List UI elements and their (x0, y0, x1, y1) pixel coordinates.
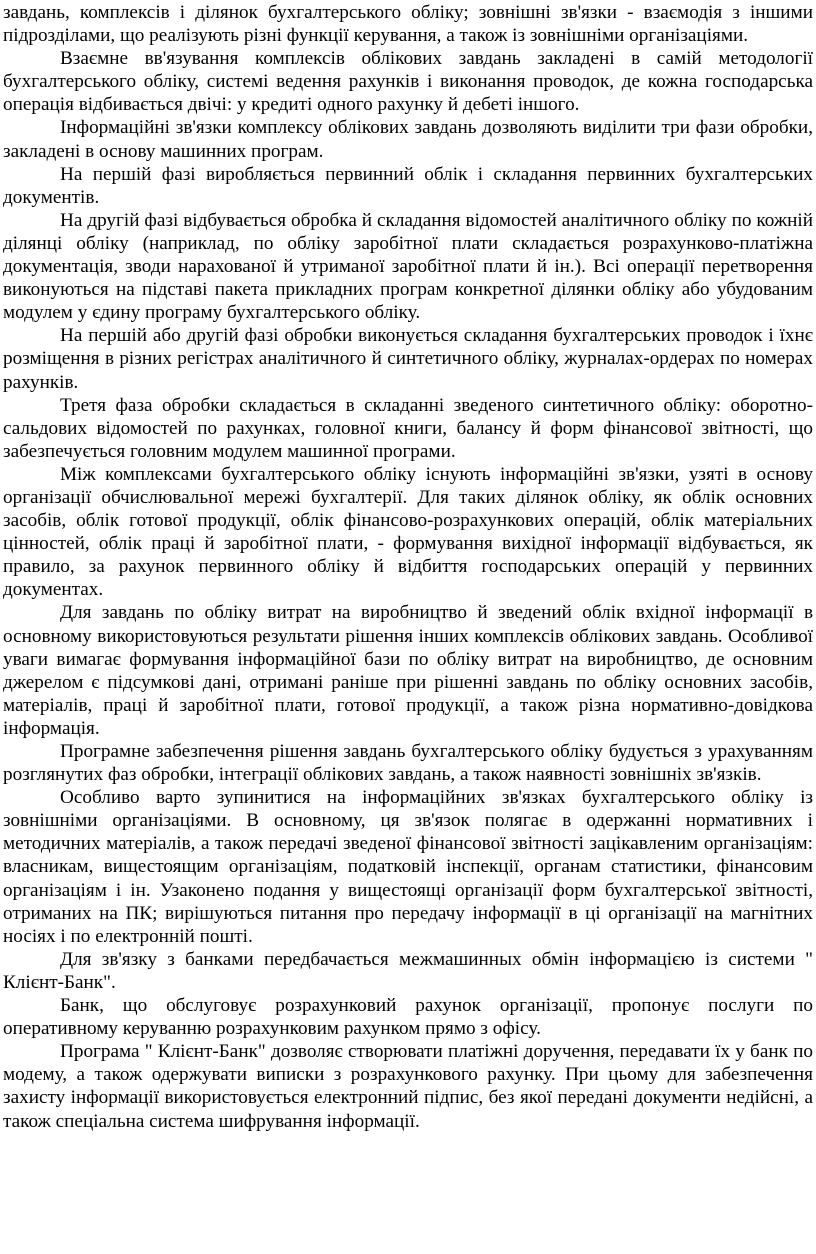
paragraph: Банк, що обслуговує розрахунковий рахунок організації, пропонує послуги по оперативному керуванню розрахунковим рахунком прямо з офісу. (3, 995, 813, 1040)
paragraph: Взаємне вв'язування комплексів облікових завдань закладені в самій методології бухгалтерського обліку, системі ведення рахунків і виконання проводок, де кожна господарська операція відбивається двічі: у кредиті одного рахунку й дебеті іншого. (3, 48, 813, 116)
paragraph: Для зв'язку з банками передбачається межмашинных обмін інформацією із системи " Клієнт-Банк". (3, 948, 813, 993)
paragraph: Програмне забезпечення рішення завдань бухгалтерського обліку будується з урахуванням розглянутих фаз обробки, інтеграції облікових завдань, а також наявності зовнішніх зв'язків. (3, 741, 813, 786)
paragraph: Для завдань по обліку витрат на виробництво й зведений облік вхідної інформації в основному використовуються результати рішення інших комплексів облікових завдань. Особливої уваги вимагає формування інформаційної бази по обліку витрат на виробництво, де основним джерелом є підсумкові дані, отримані раніше при рішенні завдань по обліку основних засобів, матеріалів, праці й заробітної плати, готової продукції, а також різна нормативно-довідкова інформація. (3, 602, 813, 739)
paragraph: Третя фаза обробки складається в складанні зведеного синтетичного обліку: оборотно- сальдових відомостей по рахунках, головної книги, балансу й форм фінансової звітності, що забезпечується головним модулем машинної програми. (3, 394, 813, 462)
paragraph: Між комплексами бухгалтерського обліку існують інформаційні зв'язки, узяті в основу організації обчислювальної мережі бухгалтерії. Для таких ділянок обліку, як облік основних засобів, облік готової продукції, облік фінансово-розрахункових операцій, облік матеріальних цінностей, облік праці й заробітної плати, - формування вихідної інформації відбувається, як правило, за рахунок первинного обліку й відбиття господарських операцій у первинних документах. (3, 463, 813, 601)
paragraph-continuation: завдань, комплексів і ділянок бухгалтерського обліку; зовнішні зв'язки - взаємодія з іншими підрозділами, що реалізують різні функції керування, а також із зовнішніми організаціями. (3, 2, 813, 47)
paragraph: На першій або другій фазі обробки виконується складання бухгалтерських проводок і їхнє розміщення в різних регістрах аналітичного й синтетичного обліку, журналах-ордерах по номерах рахунків. (3, 325, 813, 393)
paragraph: Інформаційні зв'язки комплексу облікових завдань дозволяють виділити три фази обробки, закладені в основу машинних програм. (3, 117, 813, 162)
paragraph: На першій фазі виробляється первинний облік і складання первинних бухгалтерських документів. (3, 163, 813, 208)
paragraph: Програма " Клієнт-Банк" дозволяє створювати платіжні доручення, передавати їх у банк по модему, а також одержувати виписки з розрахункового рахунку. При цьому для забезпечення захисту інформації використовується електронний підпис, без якої передані документи недійсні, а також спеціальна система шифрування інформації. (3, 1041, 813, 1132)
paragraph: На другій фазі відбувається обробка й складання відомостей аналітичного обліку по кожній ділянці обліку (наприклад, по обліку заробітної плати складається розрахунково-платіжна документація, зводи нарахованої й утриманої заробітної плати й ін.). Всі операції перетворення виконуються на підставі пакета прикладних програм конкретної ділянки обліку або убудованим модулем у єдину програму бухгалтерського обліку. (3, 209, 813, 324)
paragraph: Особливо варто зупинитися на інформаційних зв'язках бухгалтерського обліку із зовнішніми організаціями. В основному, ця зв'язок полягає в одержанні нормативних і методичних матеріалів, а також передачі зведеної фінансової звітності зацікавленим організаціям: власникам, вищестоящим організаціям, податковій інспекції, органам статистики, фінансовим організаціям і ін. Узаконено подання у вищестоящі організації форм бухгалтерської звітності, отриманих на ПК; вирішуються питання про передачу інформації в ці організації на магнітних носіях і по електронній пошті. (3, 787, 813, 947)
